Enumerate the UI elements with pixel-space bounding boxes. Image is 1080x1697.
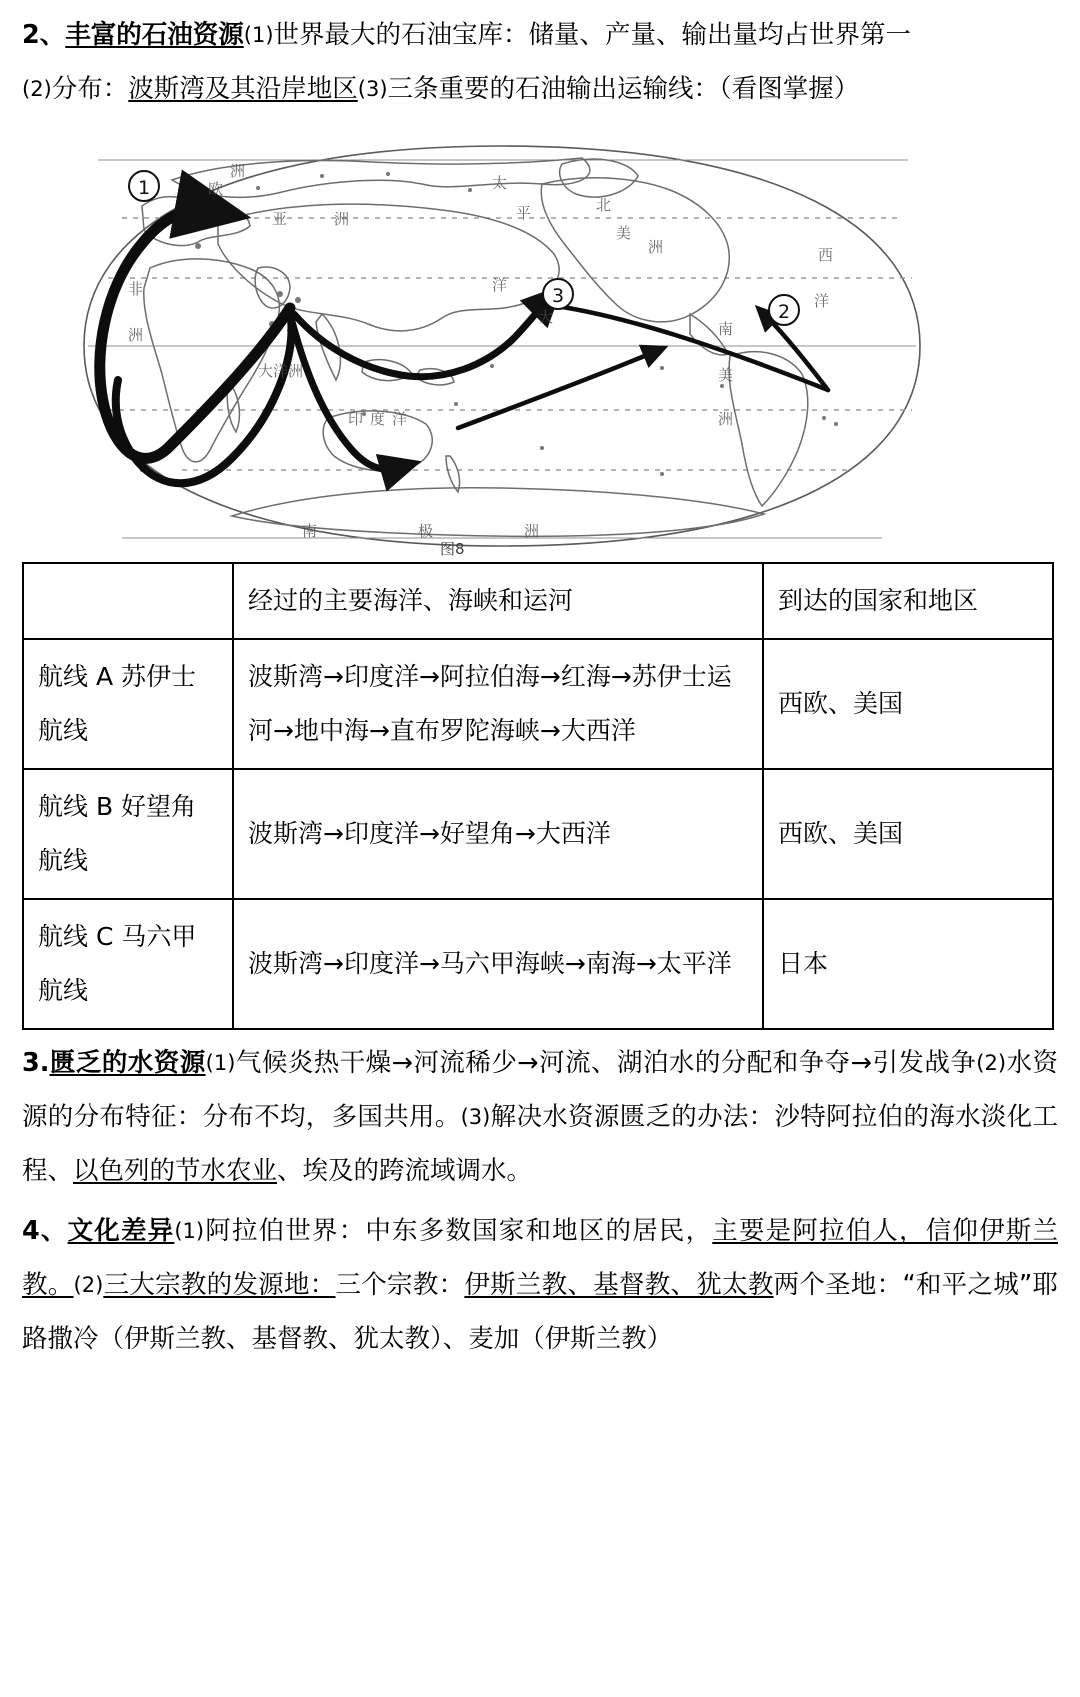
row-2-passes: 波斯湾→印度洋→马六甲海峡→南海→太平洋 — [233, 899, 763, 1029]
section-2-line-1 — [22, 8, 1058, 62]
row-2-destination: 日本 — [763, 899, 1053, 1029]
section-4-block — [22, 1204, 1058, 1366]
header-cell-destination: 到达的国家和地区 — [763, 563, 1053, 639]
row-1-route: 航线 B 好望角航线 — [23, 769, 233, 899]
svg-text:洲: 洲 — [524, 522, 540, 540]
svg-text:洋: 洋 — [492, 276, 508, 294]
world-oil-routes-map — [22, 118, 982, 558]
svg-text:南: 南 — [302, 522, 318, 540]
header-cell-blank — [23, 563, 233, 639]
svg-text:3: 3 — [551, 285, 565, 307]
table-row — [23, 769, 1053, 899]
section-3-paragraph — [22, 1036, 1058, 1198]
oil-routes-table — [22, 562, 1054, 1030]
svg-text:洲: 洲 — [128, 326, 144, 344]
section-4-number: 4、 — [22, 1216, 68, 1246]
map-svg — [22, 118, 982, 558]
svg-text:洲: 洲 — [718, 410, 734, 428]
section-3-item-3-marker: (3) — [460, 1105, 491, 1129]
route-marker-1 — [129, 171, 159, 201]
svg-text:欧: 欧 — [208, 180, 224, 198]
section-2-title: 丰富的石油资源 — [65, 20, 244, 50]
table-row — [23, 899, 1053, 1029]
map-caption: 图8 — [440, 540, 465, 558]
svg-text:美: 美 — [718, 366, 734, 384]
section-2-item-1-text: 世界最大的石油宝库：储量、产量、输出量均占世界第一 — [273, 20, 912, 50]
section-4-item-2-text-c: 伊斯兰教、基督教、犹太教 — [464, 1270, 774, 1300]
section-2-line-2 — [22, 62, 1058, 116]
svg-text:平: 平 — [516, 204, 532, 222]
row-0-passes: 波斯湾→印度洋→阿拉伯海→红海→苏伊士运河→地中海→直布罗陀海峡→大西洋 — [233, 639, 763, 769]
svg-text:北: 北 — [596, 196, 612, 214]
section-4-title: 文化差异 — [67, 1216, 175, 1246]
table-row — [23, 639, 1053, 769]
section-3-item-3-text-a: 解决水资源匮乏的办法：沙特阿拉伯的海水淡化工程、 — [22, 1102, 1058, 1186]
row-0-route: 航线 A 苏伊士航线 — [23, 639, 233, 769]
section-3-item-1-marker: (1) — [205, 1051, 236, 1075]
section-3-item-3-text-c: 、埃及的跨流域调水。 — [277, 1156, 533, 1186]
section-4-paragraph — [22, 1204, 1058, 1366]
section-2-item-2-label: 分布： — [51, 74, 129, 104]
row-1-destination: 西欧、美国 — [763, 769, 1053, 899]
section-3-item-2-marker: (2) — [976, 1051, 1007, 1075]
svg-text:亚: 亚 — [272, 210, 288, 228]
section-3-number: 3. — [22, 1048, 50, 1078]
section-4-item-2-text-b: 三个宗教： — [335, 1270, 465, 1300]
table-header-row — [23, 563, 1053, 639]
svg-text:极: 极 — [418, 522, 434, 540]
section-4-item-1-marker: (1) — [174, 1219, 205, 1243]
row-1-passes: 波斯湾→印度洋→好望角→大西洋 — [233, 769, 763, 899]
section-2-item-2-value: 波斯湾及其沿岸地区 — [128, 74, 358, 104]
row-2-route: 航线 C 马六甲航线 — [23, 899, 233, 1029]
section-2-block — [22, 0, 1058, 116]
svg-text:度: 度 — [370, 410, 386, 428]
section-2-item-3-text: 三条重要的石油输出运输线：（看图掌握） — [387, 74, 860, 104]
section-4-item-2-text-d: 两个圣地：“和平之城”耶路撒冷（伊斯兰教、基督教、犹太教）、麦加（伊斯兰教） — [22, 1270, 1058, 1354]
section-3-item-2-text: 水资源的分布特征：分布不均，多国共用。 — [22, 1048, 1058, 1132]
svg-text:洲: 洲 — [334, 210, 350, 228]
section-2-item-3-marker: (3) — [357, 77, 388, 101]
svg-text:美: 美 — [616, 224, 632, 242]
svg-text:1: 1 — [137, 177, 151, 199]
section-3-title: 匮乏的水资源 — [49, 1048, 206, 1078]
svg-text:南: 南 — [718, 320, 734, 338]
svg-text:大洋洲: 大洋洲 — [258, 362, 304, 380]
svg-text:洲: 洲 — [648, 238, 664, 256]
row-0-destination: 西欧、美国 — [763, 639, 1053, 769]
section-2-item-2-marker: (2) — [22, 77, 52, 101]
svg-text:洲: 洲 — [230, 162, 246, 180]
svg-text:大: 大 — [538, 308, 554, 326]
section-4-item-2-marker: (2) — [73, 1273, 104, 1297]
section-2-item-1-marker: (1) — [243, 23, 274, 47]
svg-text:洋: 洋 — [392, 410, 408, 428]
table-head — [23, 563, 1053, 639]
svg-text:印: 印 — [348, 410, 364, 428]
route-marker-2 — [769, 295, 799, 325]
section-3-item-3-text-b: 以色列的节水农业 — [73, 1156, 278, 1186]
section-2-number: 2、 — [22, 20, 66, 50]
svg-text:洋: 洋 — [814, 292, 830, 310]
section-3-block — [22, 1036, 1058, 1198]
svg-text:太: 太 — [492, 174, 508, 192]
svg-text:西: 西 — [818, 246, 834, 264]
svg-text:非: 非 — [128, 280, 144, 298]
section-4-item-1-text-a: 阿拉伯世界：中东多数国家和地区的居民， — [204, 1216, 713, 1246]
route-marker-3 — [543, 279, 573, 309]
section-3-item-1-text: 气候炎热干燥→河流稀少→河流、湖泊水的分配和争夺→引发战争 — [235, 1048, 977, 1078]
section-4-item-2-text-a: 三大宗教的发源地： — [103, 1270, 336, 1300]
svg-text:2: 2 — [777, 301, 791, 323]
header-cell-passes: 经过的主要海洋、海峡和运河 — [233, 563, 763, 639]
table-body — [23, 639, 1053, 1029]
section-4-item-1-text-b: 主要是阿拉伯人，信仰伊斯兰教。 — [22, 1216, 1058, 1300]
